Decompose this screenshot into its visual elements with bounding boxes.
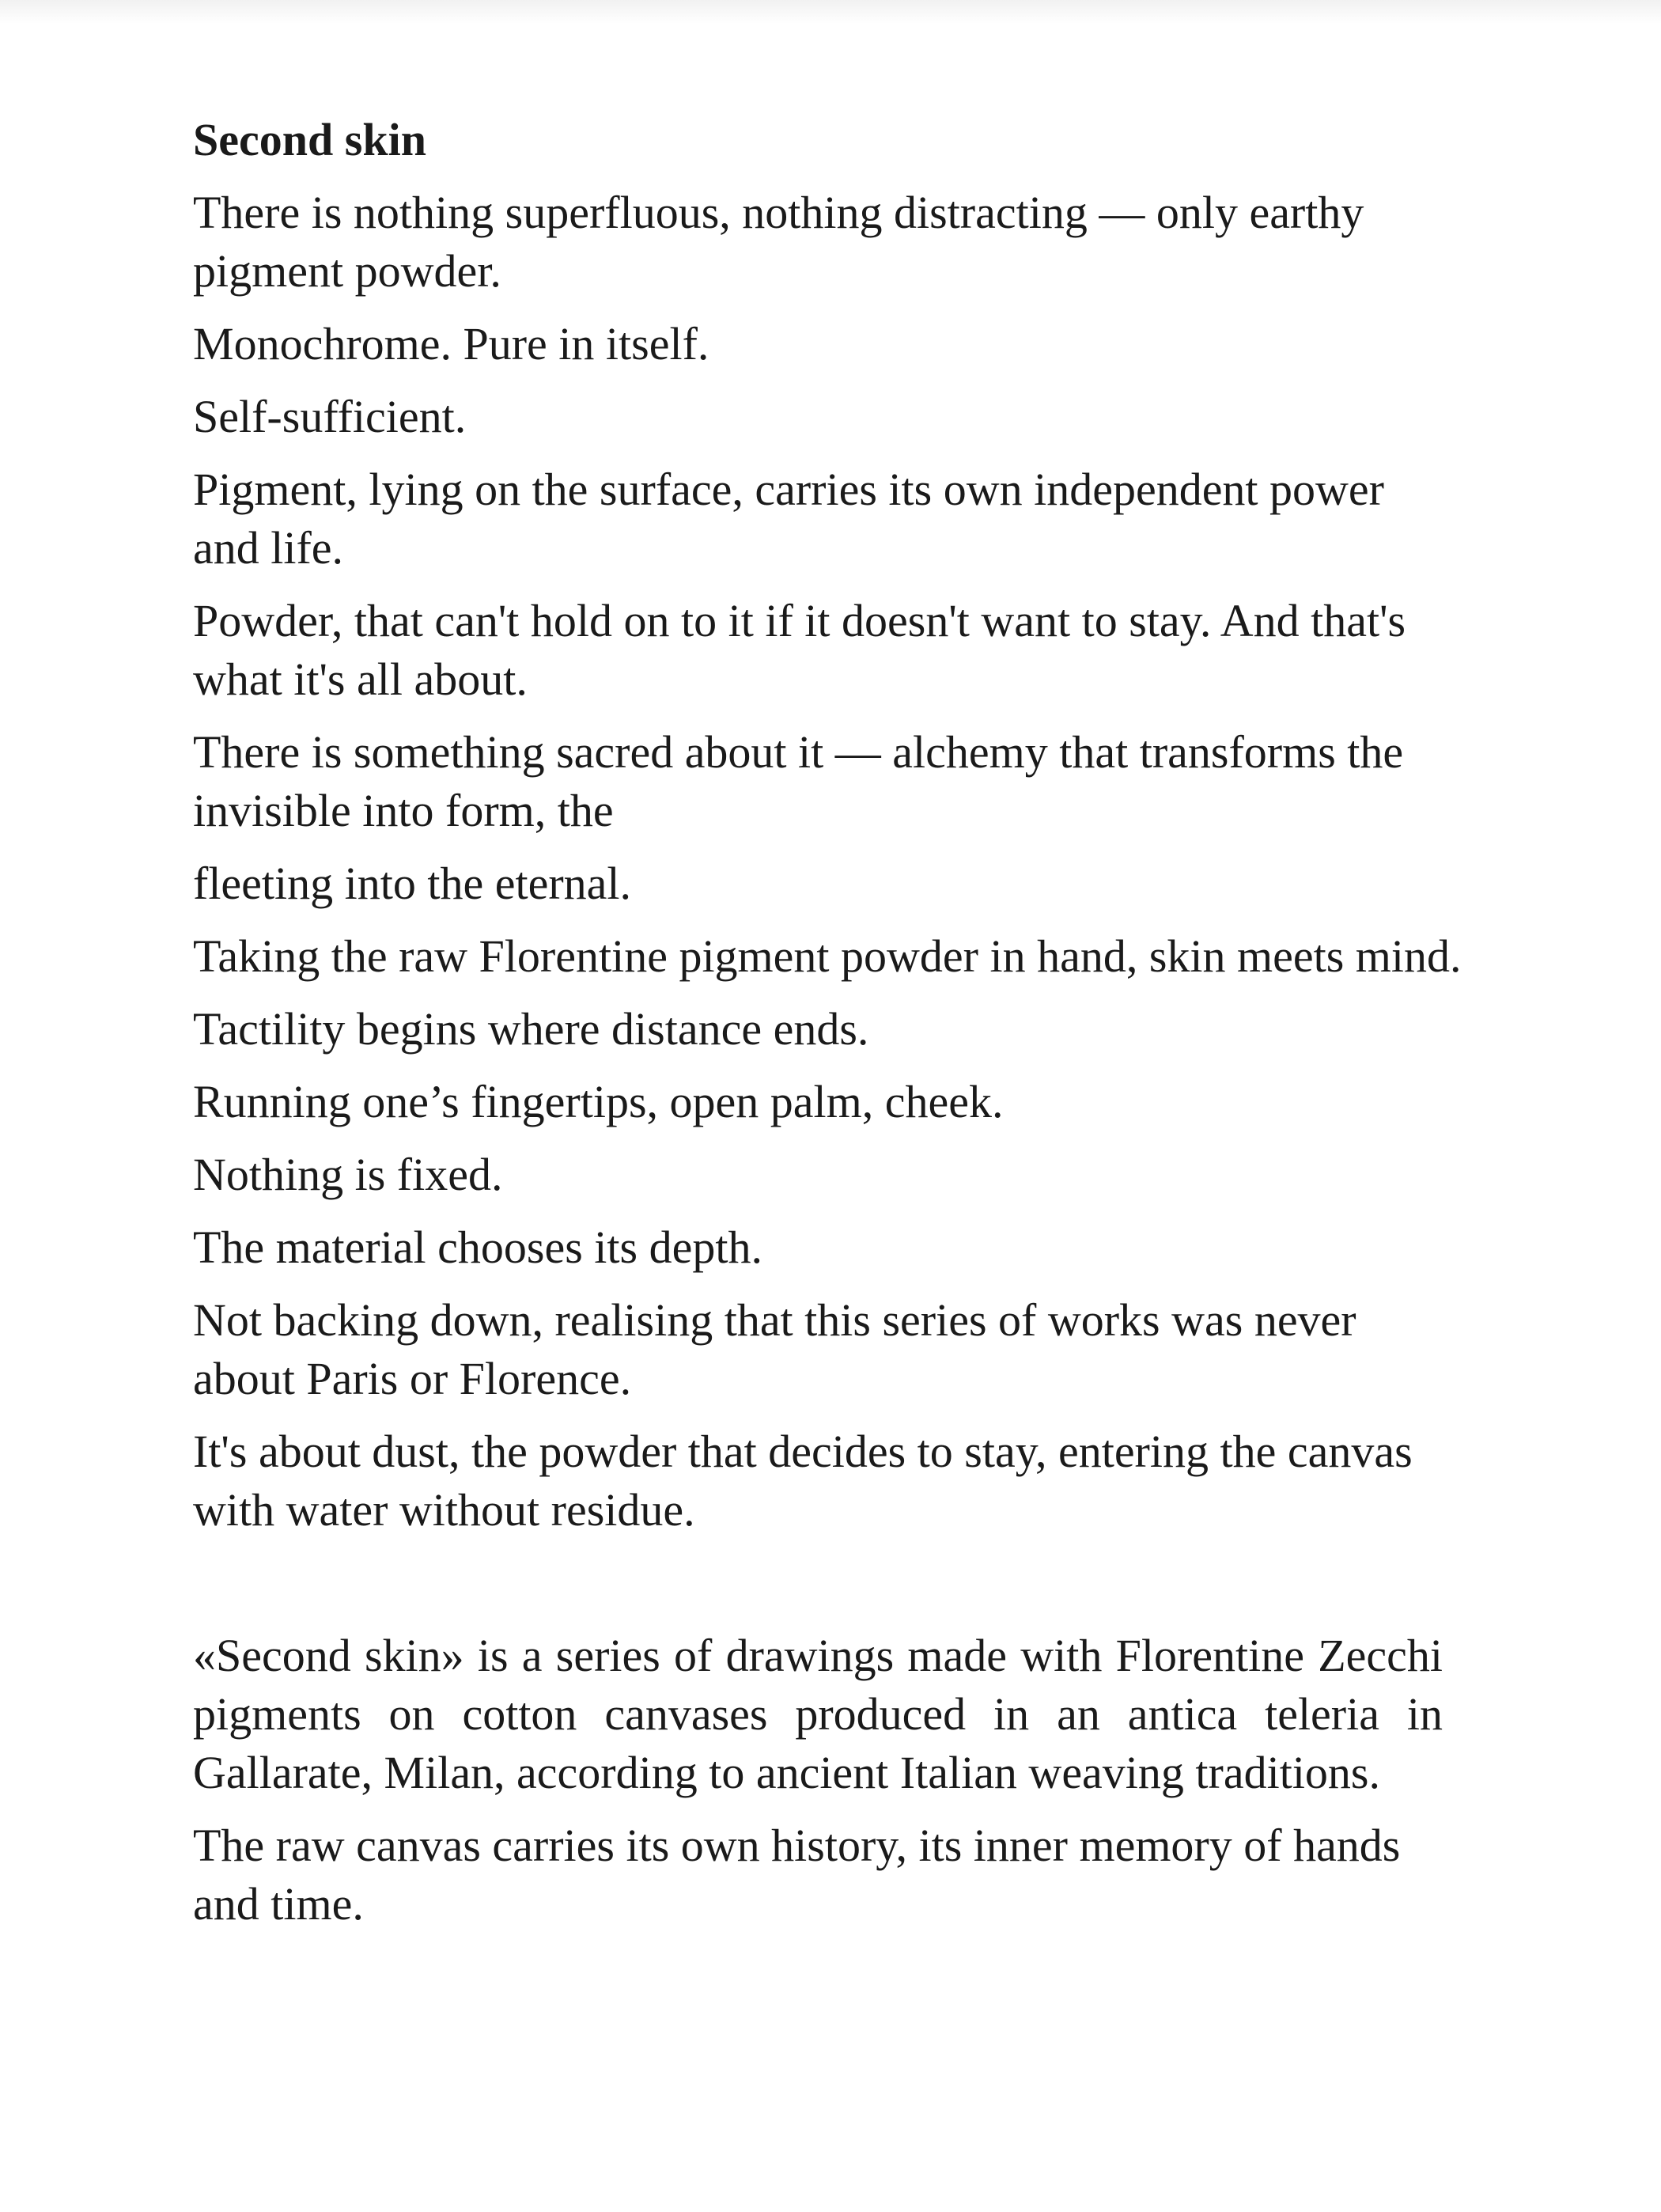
paragraph: Pigment, lying on the surface, carries its own independent power and life. <box>193 464 1384 574</box>
description-paragraph: The raw canvas carries its own history, its inner memory of hands and time. <box>193 1820 1401 1930</box>
paragraph: Self-sufficient. <box>193 391 467 442</box>
paragraph: Taking the raw Florentine pigment powder in hand, skin meets mind. <box>193 930 1462 982</box>
description-paragraph: «Second skin» is a series of drawings made with Florentine Zecchi pigments on cotton canvases produced in an antica teleria in Gallarate, Milan, according to ancient Italian weaving traditions. <box>193 1630 1443 1798</box>
section-gap <box>193 1554 1459 1627</box>
document-title: Second skin <box>193 114 426 165</box>
paragraph: There is nothing superfluous, nothing distracting — only earthy pigment powder. <box>193 187 1364 297</box>
paragraph: Powder, that can't hold on to it if it doesn't want to stay. And that's what it's all about. <box>193 595 1406 705</box>
paragraph: fleeting into the eternal. <box>193 858 632 909</box>
document-body <box>193 111 1462 1948</box>
paragraph: It's about dust, the powder that decides to stay, entering the canvas with water without residue. <box>193 1426 1413 1536</box>
paragraph: Nothing is fixed. <box>193 1149 503 1200</box>
page-top-edge <box>0 0 1661 24</box>
paragraph: Tactility begins where distance ends. <box>193 1003 869 1055</box>
paragraph: Running one’s fingertips, open palm, cheek. <box>193 1076 1004 1127</box>
paragraph: There is something sacred about it — alchemy that transforms the invisible into form, the <box>193 726 1404 836</box>
paragraph: The material chooses its depth. <box>193 1222 762 1273</box>
paragraph: Monochrome. Pure in itself. <box>193 318 709 369</box>
paragraph: Not backing down, realising that this series of works was never about Paris or Florence. <box>193 1294 1356 1404</box>
